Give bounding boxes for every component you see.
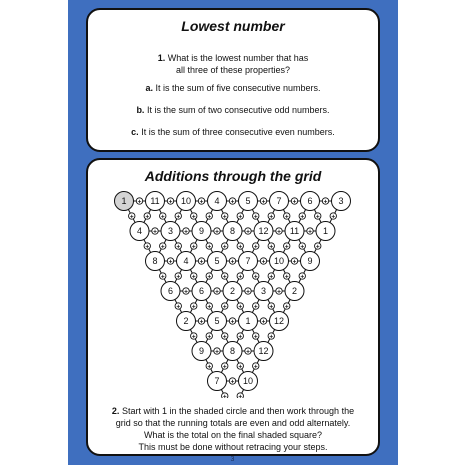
question-1-line-2	[88, 64, 378, 76]
plus-connector	[276, 228, 282, 236]
grid-node	[316, 222, 335, 241]
plus-connector-symbol: +	[253, 243, 258, 251]
plus-connector-symbol: +	[222, 363, 227, 371]
grid-node	[239, 312, 258, 331]
plus-connector-symbol: +	[176, 303, 181, 311]
plus-connector	[268, 333, 274, 341]
plus-connector	[206, 213, 212, 221]
plus-connector	[276, 288, 282, 296]
plus-connector-symbol: +	[253, 213, 258, 221]
plus-connector	[175, 273, 181, 281]
plus-connector-symbol: +	[246, 348, 250, 356]
plus-connector-symbol: +	[191, 303, 196, 311]
plus-connector-symbol: +	[284, 303, 289, 311]
plus-connector	[214, 228, 220, 236]
grid-node-value: 7	[276, 196, 282, 207]
plus-connector	[183, 288, 189, 296]
property-b	[88, 104, 378, 116]
plus-connector-symbol: +	[238, 273, 243, 281]
grid-node-value: 12	[258, 226, 269, 237]
plus-connector-symbol: +	[300, 213, 305, 221]
grid-node-value: 2	[183, 316, 189, 327]
grid-node-value: 11	[150, 196, 160, 207]
grid-node-value: 6	[167, 286, 174, 297]
plus-connector-symbol: +	[168, 198, 173, 206]
plus-connector	[183, 228, 189, 236]
plus-connector-symbol: +	[277, 288, 281, 296]
grid-node	[239, 192, 258, 211]
plus-connector	[253, 273, 259, 281]
grid-node	[177, 252, 196, 271]
plus-connector	[229, 378, 235, 386]
plus-connector-symbol: +	[331, 213, 336, 221]
plus-connector-symbol: +	[222, 243, 227, 251]
plus-connector-symbol: +	[230, 198, 235, 206]
grid-node	[254, 342, 273, 361]
plus-connector-symbol: +	[238, 213, 243, 221]
plus-connector-symbol: +	[160, 213, 165, 221]
plus-connector	[299, 213, 305, 221]
plus-connector	[198, 318, 204, 326]
property-c-label: c.	[131, 127, 139, 137]
grid-node-value: 8	[152, 256, 158, 267]
plus-connector-symbol: +	[153, 228, 157, 236]
grid-node-value: 5	[245, 196, 251, 207]
plus-connector-symbol: +	[160, 243, 165, 251]
plus-connector	[222, 303, 228, 311]
grid-node-value: 7	[245, 256, 251, 267]
grid-node-value: 3	[338, 196, 344, 207]
plus-connector-symbol: +	[246, 288, 250, 296]
grid-node	[254, 222, 273, 241]
grid-node	[270, 192, 289, 211]
plus-connector	[253, 213, 259, 221]
plus-connector	[237, 303, 243, 311]
plus-connector	[237, 393, 243, 398]
plus-connector	[191, 303, 197, 311]
plus-connector-symbol: +	[261, 318, 266, 326]
plus-connector-symbol: +	[222, 333, 227, 341]
plus-connector	[198, 258, 204, 266]
grid-node-value: 10	[180, 196, 192, 207]
plus-connector	[253, 243, 259, 251]
plus-connector-symbol: +	[300, 273, 305, 281]
plus-connector	[167, 198, 173, 206]
grid-node-value: 1	[121, 196, 127, 207]
plus-connector-symbol: +	[230, 318, 235, 326]
page-number: 3	[230, 456, 235, 463]
plus-connector	[175, 303, 181, 311]
grid-node	[239, 252, 258, 271]
plus-connector	[191, 273, 197, 281]
lowest-number-panel	[86, 8, 380, 152]
plus-connector	[268, 243, 274, 251]
plus-connector	[167, 258, 173, 266]
grid-node-value: 3	[167, 226, 174, 237]
plus-connector-symbol: +	[277, 228, 281, 236]
grid-node	[332, 192, 351, 211]
plus-connector	[315, 243, 321, 251]
plus-connector-symbol: +	[269, 273, 274, 281]
plus-connector	[260, 198, 266, 206]
grid-circles	[115, 192, 351, 399]
number-grid	[86, 158, 376, 398]
grid-node-value: 4	[183, 256, 189, 267]
plus-connector-symbol: +	[199, 318, 204, 326]
grid-node-value: 9	[198, 346, 205, 357]
grid-node	[177, 192, 196, 211]
property-a-text: It is the sum of five consecutive numbers.	[155, 83, 321, 93]
plus-connector	[299, 273, 305, 281]
grid-node-value: 12	[258, 346, 269, 357]
grid-node	[161, 282, 180, 301]
plus-connector-symbol: +	[207, 303, 212, 311]
grid-node	[115, 192, 134, 211]
plus-connector-symbol: +	[145, 243, 150, 251]
plus-connector-symbol: +	[176, 243, 181, 251]
plus-connector	[245, 348, 251, 356]
plus-connector	[237, 363, 243, 371]
plus-connector	[260, 258, 266, 266]
plus-connector	[222, 243, 228, 251]
plus-connector	[315, 213, 321, 221]
plus-connector	[222, 363, 228, 371]
plus-connector	[206, 303, 212, 311]
plus-connector	[260, 318, 266, 326]
plus-connector-symbol: +	[284, 273, 289, 281]
plus-connector	[206, 243, 212, 251]
grid-node-value: 4	[136, 226, 143, 237]
plus-connector-symbol: +	[191, 333, 196, 341]
plus-connector-symbol: +	[269, 243, 274, 251]
plus-connector	[229, 258, 235, 266]
grid-node-value: 1	[322, 226, 329, 237]
plus-connector	[253, 333, 259, 341]
plus-connector-symbol: +	[176, 273, 181, 281]
grid-node-value: 9	[198, 226, 205, 237]
plus-connector-symbol: +	[207, 243, 212, 251]
plus-connector-symbol: +	[246, 228, 250, 236]
grid-node	[223, 222, 242, 241]
plus-connector	[136, 198, 142, 206]
plus-connector-symbol: +	[315, 243, 320, 251]
grid-node-value: 7	[214, 376, 220, 387]
plus-connector-symbol: +	[253, 303, 258, 311]
plus-connector-symbol: +	[222, 303, 227, 311]
question-1-text-a: What is the lowest number that has	[167, 53, 309, 63]
plus-connector	[214, 288, 220, 296]
grid-node-value: 10	[242, 376, 254, 387]
grid-node	[208, 192, 227, 211]
plus-connector-symbol: +	[222, 393, 227, 398]
plus-connector	[268, 273, 274, 281]
grid-node-value: 2	[291, 286, 298, 297]
grid-node-value: 6	[198, 286, 205, 297]
plus-connector-symbol: +	[238, 243, 243, 251]
question-1	[88, 52, 378, 64]
plus-connector-symbol: +	[269, 303, 274, 311]
question-2-line-1	[88, 405, 378, 417]
grid-node	[270, 252, 289, 271]
plus-connector	[191, 333, 197, 341]
plus-connector	[245, 228, 251, 236]
plus-connector-symbol: +	[238, 363, 243, 371]
plus-connector	[222, 333, 228, 341]
plus-connector-symbol: +	[323, 198, 328, 206]
plus-connector-symbol: +	[215, 288, 219, 296]
grid-node-value: 10	[273, 256, 285, 267]
plus-connector	[253, 303, 259, 311]
plus-connector	[160, 273, 166, 281]
plus-connector-symbol: +	[230, 258, 235, 266]
question-2-line-2: grid so that the running totals are even and odd alternately.	[115, 418, 351, 428]
grid-node	[161, 222, 180, 241]
plus-connector-symbol: +	[191, 243, 196, 251]
plus-connector	[222, 393, 228, 398]
plus-connector-symbol: +	[222, 273, 227, 281]
plus-connector	[206, 333, 212, 341]
plus-connector-symbol: +	[215, 348, 219, 356]
grid-node	[192, 222, 211, 241]
plus-connector-symbol: +	[253, 273, 258, 281]
grid-node	[270, 312, 289, 331]
plus-connector	[214, 348, 220, 356]
plus-connector	[129, 213, 135, 221]
plus-connector-symbol: +	[191, 273, 196, 281]
plus-connector-symbol: +	[300, 243, 305, 251]
plus-connector	[284, 243, 290, 251]
question-2-line-3: What is the total on the final shaded square?	[143, 430, 323, 440]
plus-connector	[253, 363, 259, 371]
grid-node	[254, 282, 273, 301]
plus-connector	[198, 198, 204, 206]
plus-connector	[160, 213, 166, 221]
plus-connector-symbol: +	[269, 213, 274, 221]
plus-connector-symbol: +	[145, 213, 150, 221]
plus-connector-symbol: +	[222, 213, 227, 221]
plus-connector-symbol: +	[184, 288, 188, 296]
plus-connector-symbol: +	[261, 198, 266, 206]
plus-connector-symbol: +	[253, 333, 258, 341]
plus-connector	[206, 273, 212, 281]
plus-connector-symbol: +	[129, 213, 134, 221]
grid-node	[301, 192, 320, 211]
grid-node	[192, 342, 211, 361]
plus-connector	[330, 213, 336, 221]
plus-connector	[206, 363, 212, 371]
plus-connector	[245, 288, 251, 296]
plus-connector-symbol: +	[199, 258, 204, 266]
grid-node-value: 6	[307, 196, 313, 207]
plus-connector	[222, 273, 228, 281]
grid-node-value: 11	[289, 226, 300, 237]
plus-connector	[237, 273, 243, 281]
plus-connector-symbol: +	[199, 198, 204, 206]
plus-connector	[307, 228, 313, 236]
grid-node-value: 8	[229, 346, 236, 357]
plus-connector	[284, 303, 290, 311]
plus-connector	[222, 213, 228, 221]
plus-connector-symbol: +	[207, 363, 212, 371]
grid-node-value: 8	[229, 226, 236, 237]
plus-connector	[175, 213, 181, 221]
plus-connector	[268, 303, 274, 311]
plus-connector	[268, 213, 274, 221]
grid-node-value: 5	[214, 256, 220, 267]
plus-connector-symbol: +	[207, 273, 212, 281]
question-2-text-1: Start with 1 in the shaded circle and then work through the	[121, 406, 355, 416]
question-2-line-4: This must be done without retracing your steps.	[138, 442, 328, 452]
grid-node-value: 3	[260, 286, 267, 297]
additions-grid-title: Additions through the grid	[144, 168, 322, 184]
plus-connector	[229, 318, 235, 326]
plus-connector-symbol: +	[284, 213, 289, 221]
plus-connector-symbol: +	[176, 213, 181, 221]
plus-connector	[229, 198, 235, 206]
grid-node	[130, 222, 149, 241]
plus-connector-symbol: +	[269, 333, 274, 341]
lowest-number-title: Lowest number	[181, 18, 285, 34]
plus-connector-symbol: +	[191, 213, 196, 221]
plus-connector-symbol: +	[261, 258, 266, 266]
property-c	[88, 126, 378, 138]
plus-connector	[191, 243, 197, 251]
grid-node-value: 9	[307, 256, 313, 267]
grid-node	[223, 342, 242, 361]
grid-node	[146, 252, 165, 271]
plus-connector	[237, 213, 243, 221]
plus-connector-symbol: +	[207, 333, 212, 341]
grid-node-value: 4	[214, 196, 220, 207]
grid-node-value: 2	[229, 286, 236, 297]
plus-connector	[299, 243, 305, 251]
plus-connector	[175, 243, 181, 251]
plus-connector	[152, 228, 158, 236]
plus-connector-symbol: +	[137, 198, 142, 206]
plus-connector	[160, 243, 166, 251]
plus-connector-symbol: +	[238, 303, 243, 311]
grid-node	[177, 312, 196, 331]
grid-node	[208, 252, 227, 271]
grid-node	[146, 192, 165, 211]
property-b-text: It is the sum of two consecutive odd numbers.	[146, 105, 330, 115]
plus-connector-symbol: +	[230, 378, 235, 386]
property-a-label: a.	[145, 83, 153, 93]
grid-node	[208, 372, 227, 391]
plus-connector-symbol: +	[292, 258, 297, 266]
plus-connector	[237, 243, 243, 251]
plus-connector-symbol: +	[238, 393, 243, 398]
plus-connector-symbol: +	[238, 333, 243, 341]
plus-connector-symbol: +	[207, 213, 212, 221]
plus-connector	[284, 273, 290, 281]
plus-connector-symbol: +	[168, 258, 173, 266]
grid-node	[223, 282, 242, 301]
plus-connector-symbol: +	[215, 228, 219, 236]
plus-connector-symbol: +	[292, 198, 297, 206]
grid-node	[285, 222, 304, 241]
plus-connector	[291, 258, 297, 266]
grid-node-value: 1	[245, 316, 251, 327]
grid-node	[301, 252, 320, 271]
plus-connector-symbol: +	[315, 213, 320, 221]
question-1-text-b: all three of these properties?	[175, 65, 291, 75]
grid-node	[285, 282, 304, 301]
plus-connector	[191, 213, 197, 221]
plus-connector-symbol: +	[284, 243, 289, 251]
plus-connector-symbol: +	[253, 363, 258, 371]
plus-connector-symbol: +	[308, 228, 312, 236]
plus-connector	[144, 243, 150, 251]
grid-node-value: 5	[214, 316, 220, 327]
question-2-number: 2.	[111, 406, 120, 416]
grid-node	[239, 372, 258, 391]
grid-node	[208, 312, 227, 331]
plus-connector-symbol: +	[184, 228, 188, 236]
question-1-number: 1.	[157, 53, 166, 63]
plus-connector-symbol: +	[160, 273, 165, 281]
plus-connector	[291, 198, 297, 206]
plus-connector	[144, 213, 150, 221]
plus-connector	[322, 198, 328, 206]
property-b-label: b.	[136, 105, 145, 115]
property-c-text: It is the sum of three consecutive even numbers.	[141, 127, 335, 137]
plus-connector	[237, 333, 243, 341]
property-a	[88, 82, 378, 94]
plus-connector	[284, 213, 290, 221]
grid-node-value: 12	[273, 316, 285, 327]
grid-node	[192, 282, 211, 301]
